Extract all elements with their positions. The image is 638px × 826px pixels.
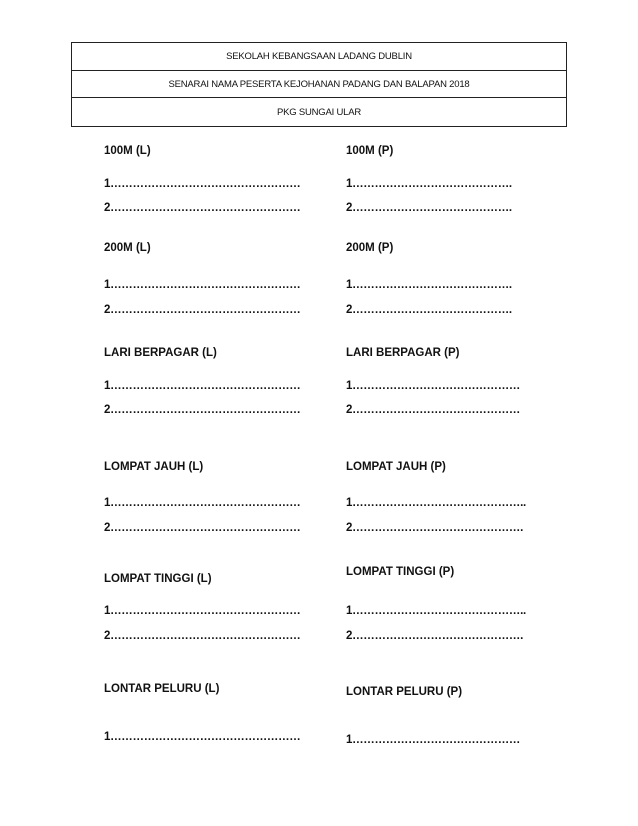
entry-line: 2…………………………………………… xyxy=(104,202,301,214)
event-title-lari-berpagar-p: LARI BERPAGAR (P) xyxy=(346,347,460,359)
header-table xyxy=(71,42,567,127)
entry-line: 1…………………………………………… xyxy=(104,279,301,291)
entry-line: 1……………………………………… xyxy=(346,734,521,746)
event-title-200m-p: 200M (P) xyxy=(346,242,394,254)
document-title: SENARAI NAMA PESERTA KEJOHANAN PADANG DAN BALAPAN 2018 xyxy=(72,71,567,98)
entry-line: 2………………………………………. xyxy=(346,630,523,642)
entry-line: 1…………………………………………… xyxy=(104,380,301,392)
entry-line: 1…………………………………………… xyxy=(104,731,301,743)
event-title-lompat-tinggi-l: LOMPAT TINGGI (L) xyxy=(104,573,212,585)
entry-line: 2…………………………………………… xyxy=(104,404,301,416)
entry-line: 2………………………………………. xyxy=(346,522,523,534)
entry-line: 2…………………………………………… xyxy=(104,522,301,534)
event-title-lontar-peluru-l: LONTAR PELURU (L) xyxy=(104,683,220,695)
event-title-lontar-peluru-p: LONTAR PELURU (P) xyxy=(346,686,463,698)
entry-line: 1……………………………………….. xyxy=(346,605,526,617)
entry-line: 2…………………………………………… xyxy=(104,304,301,316)
entry-line: 1……………………………………. xyxy=(346,178,512,190)
entry-line: 1…………………………………………… xyxy=(104,497,301,509)
event-title-200m-l: 200M (L) xyxy=(104,242,151,254)
event-title-lompat-tinggi-p: LOMPAT TINGGI (P) xyxy=(346,566,455,578)
entry-line: 2…………………………………………… xyxy=(104,630,301,642)
event-title-lari-berpagar-l: LARI BERPAGAR (L) xyxy=(104,347,217,359)
entry-line: 2……………………………………. xyxy=(346,304,512,316)
entry-line: 1…………………………………………… xyxy=(104,605,301,617)
entry-line: 1……………………………………….. xyxy=(346,497,526,509)
event-title-lompat-jauh-l: LOMPAT JAUH (L) xyxy=(104,461,204,473)
event-title-lompat-jauh-p: LOMPAT JAUH (P) xyxy=(346,461,446,473)
entry-line: 1…………………………………………… xyxy=(104,178,301,190)
group-name: PKG SUNGAI ULAR xyxy=(72,98,567,127)
event-title-100m-p: 100M (P) xyxy=(346,145,394,157)
school-name: SEKOLAH KEBANGSAAN LADANG DUBLIN xyxy=(72,43,567,71)
entry-line: 1……………………………………. xyxy=(346,279,512,291)
entry-line: 1……………………………………… xyxy=(346,380,521,392)
entry-line: 2……………………………………. xyxy=(346,202,512,214)
event-title-100m-l: 100M (L) xyxy=(104,145,151,157)
entry-line: 2……………………………………… xyxy=(346,404,521,416)
